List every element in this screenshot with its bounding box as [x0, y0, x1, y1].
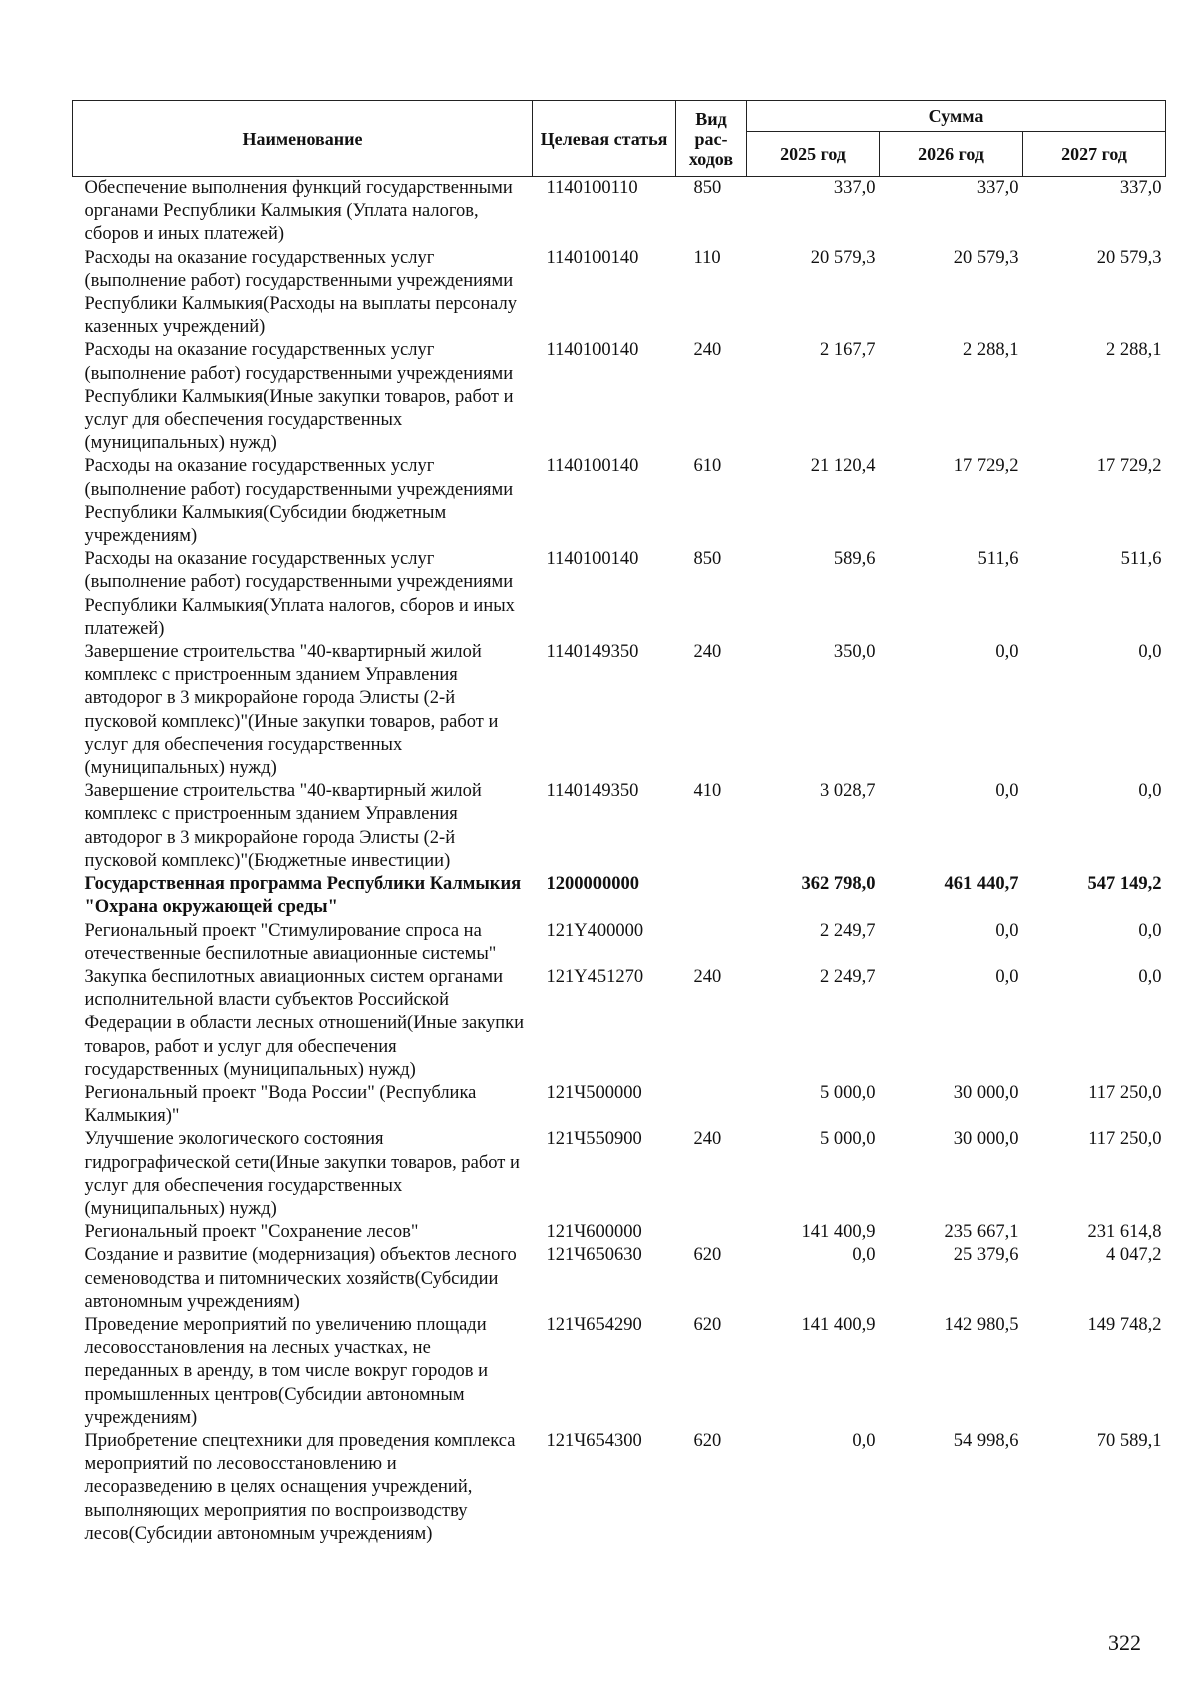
- header-year-2026: 2026 год: [880, 132, 1023, 177]
- table-row: [73, 177, 1166, 247]
- row-sum-2026: 30 000,0: [953, 1129, 1019, 1150]
- row-sum-2027: 17 729,2: [1096, 456, 1162, 477]
- row-sum-2025: 141 400,9: [801, 1222, 876, 1243]
- header-year-2027: 2027 год: [1023, 132, 1166, 177]
- table-body: [73, 177, 1166, 1546]
- row-name: Государственная программа Республики Калмыкия "Охрана окружающей среды": [84, 874, 522, 918]
- row-sum-2025: 2 249,7: [820, 966, 876, 987]
- row-sum-2027: 117 250,0: [1088, 1129, 1162, 1150]
- row-name: Обеспечение выполнения функций государственными органами Республики Калмыкия (Уплата налогов, сборов и иных платежей): [84, 178, 513, 245]
- header-kind: Вид рас-ходов: [676, 101, 747, 177]
- row-sum-2025: 20 579,3: [810, 247, 876, 268]
- row-kind: 240: [693, 340, 722, 361]
- row-code: 1140100140: [546, 247, 639, 268]
- table-row: [73, 780, 1166, 873]
- row-sum-2027: 117 250,0: [1088, 1082, 1162, 1103]
- header-code: Целевая статья: [533, 101, 676, 177]
- row-sum-2025: 3 028,7: [820, 781, 876, 802]
- row-kind: [676, 920, 747, 966]
- row-sum-2026: 20 579,3: [953, 247, 1019, 268]
- row-sum-2027: 2 288,1: [1106, 340, 1162, 361]
- row-sum-2026: 511,6: [977, 549, 1019, 570]
- row-code: 1140149350: [546, 642, 639, 663]
- row-sum-2026: 30 000,0: [953, 1082, 1019, 1103]
- row-name: Создание и развитие (модернизация) объектов лесного семеноводства и питомнических хозяйств(Субсидии автономным учреждениям): [84, 1245, 517, 1312]
- row-sum-2026: 0,0: [995, 966, 1019, 987]
- row-code: 121Ч654290: [546, 1314, 642, 1335]
- row-name: Региональный проект "Сохранение лесов": [84, 1222, 419, 1243]
- row-sum-2026: 461 440,7: [944, 874, 1019, 895]
- row-kind: 240: [693, 966, 722, 987]
- row-sum-2025: 362 798,0: [801, 874, 876, 895]
- row-name: Расходы на оказание государственных услуг (выполнение работ) государственными учреждениями Республики Калмыкия(Иные закупки товаров, работ и услуг для обеспечения государственных (муниципальных) нужд): [84, 340, 514, 454]
- row-sum-2025: 337,0: [833, 178, 876, 198]
- table-row: [73, 1314, 1166, 1430]
- row-name: Приобретение спецтехники для проведения комплекса мероприятий по лесовосстановлению и лесоразведению в целях оснащения учреждений, выполняющих мероприятия по воспроизводству лесов(Субсидии автономным учреждениям): [84, 1430, 516, 1544]
- row-sum-2025: 21 120,4: [810, 456, 876, 477]
- row-sum-2025: 5 000,0: [820, 1129, 876, 1150]
- row-name: Завершение строительства "40-квартирный жилой комплекс с пристроенным зданием Управления автодорог в 3 микрорайоне города Элисты (2-й пусковой комплекс)"(Бюджетные инвестиции): [84, 781, 482, 871]
- table-row: [73, 966, 1166, 1082]
- budget-table: [72, 100, 1166, 1546]
- row-sum-2025: 589,6: [833, 549, 876, 570]
- row-sum-2027: 4 047,2: [1106, 1245, 1162, 1266]
- row-sum-2026: 0,0: [995, 781, 1019, 802]
- row-kind: 850: [693, 549, 722, 570]
- row-name: Региональный проект "Стимулирование спроса на отечественные беспилотные авиационные системы": [84, 920, 497, 964]
- row-sum-2025: 2 249,7: [820, 920, 876, 941]
- row-kind: 620: [693, 1245, 722, 1266]
- row-code: 1200000000: [546, 874, 639, 895]
- table-row: [73, 339, 1166, 455]
- row-sum-2027: 0,0: [1138, 920, 1162, 941]
- row-sum-2026: 54 998,6: [953, 1430, 1019, 1451]
- row-sum-2026: 0,0: [995, 642, 1019, 663]
- page-number: 322: [1108, 1630, 1141, 1655]
- row-kind: 110: [693, 247, 721, 268]
- row-sum-2026: 2 288,1: [963, 340, 1019, 361]
- row-kind: [676, 1082, 747, 1128]
- row-sum-2027: 511,6: [1120, 549, 1162, 570]
- row-kind: 620: [693, 1430, 722, 1451]
- row-code: 121Ч500000: [546, 1082, 642, 1103]
- row-kind: [676, 1221, 747, 1244]
- row-kind: 410: [693, 781, 722, 802]
- row-code: 121Ч550900: [546, 1129, 642, 1150]
- table-row: [73, 1244, 1166, 1314]
- table-row: [73, 641, 1166, 780]
- row-code: 121Y400000: [546, 920, 644, 941]
- row-code: 1140100140: [546, 456, 639, 477]
- row-kind: 240: [693, 642, 722, 663]
- row-sum-2026: 235 667,1: [944, 1222, 1019, 1243]
- row-kind: 850: [693, 178, 722, 198]
- row-sum-2025: 141 400,9: [801, 1314, 876, 1335]
- table-row: [73, 873, 1166, 919]
- row-sum-2027: 70 589,1: [1096, 1430, 1162, 1451]
- row-sum-2027: 149 748,2: [1087, 1314, 1162, 1335]
- row-sum-2025: 2 167,7: [820, 340, 876, 361]
- row-name: Расходы на оказание государственных услуг (выполнение работ) государственными учреждениями Республики Калмыкия(Расходы на выплаты персоналу казенных учреждений): [84, 247, 518, 338]
- row-code: 121Ч600000: [546, 1222, 642, 1243]
- row-name: Завершение строительства "40-квартирный жилой комплекс с пристроенным зданием Управления автодорог в 3 микрорайоне города Элисты (2-й пусковой комплекс)"(Иные закупки товаров, работ и услуг для обеспечения государственных (муниципальных) нужд): [84, 642, 499, 779]
- row-sum-2027: 337,0: [1119, 178, 1162, 198]
- row-kind: 620: [693, 1314, 722, 1335]
- row-sum-2027: 20 579,3: [1096, 247, 1162, 268]
- row-name: Улучшение экологического состояния гидрографической сети(Иные закупки товаров, работ и услуг для обеспечения государственных (муниципальных) нужд): [84, 1129, 520, 1219]
- row-sum-2026: 0,0: [995, 920, 1019, 941]
- row-sum-2027: 0,0: [1138, 781, 1162, 802]
- table-row: [73, 1221, 1166, 1244]
- header-year-2025: 2025 год: [747, 132, 880, 177]
- row-code: 1140100140: [546, 340, 639, 361]
- row-sum-2026: 25 379,6: [953, 1245, 1019, 1266]
- row-sum-2025: 5 000,0: [820, 1082, 876, 1103]
- row-sum-2027: 231 614,8: [1087, 1222, 1162, 1243]
- table-row: [73, 920, 1166, 966]
- row-sum-2027: 0,0: [1138, 966, 1162, 987]
- row-code: 121Y451270: [546, 966, 644, 987]
- row-code: 121Ч650630: [546, 1245, 642, 1266]
- table-row: [73, 1082, 1166, 1128]
- header-sum: Сумма: [747, 101, 1166, 132]
- row-kind: 240: [693, 1129, 722, 1150]
- row-name: Расходы на оказание государственных услуг (выполнение работ) государственными учреждениями Республики Калмыкия(Уплата налогов, сборов и иных платежей): [84, 549, 515, 639]
- row-code: 1140149350: [546, 781, 639, 802]
- row-sum-2025: 350,0: [833, 642, 876, 663]
- row-code: 1140100110: [546, 178, 638, 198]
- row-sum-2027: 547 149,2: [1087, 874, 1162, 895]
- row-name: Закупка беспилотных авиационных систем органами исполнительной власти субъектов Российской Федерации в области лесных отношений(Иные закупки товаров, работ и услуг для обеспечения государственных (муниципальных) нужд): [84, 966, 525, 1080]
- row-sum-2025: 0,0: [852, 1430, 876, 1451]
- row-sum-2026: 17 729,2: [953, 456, 1019, 477]
- row-sum-2025: 0,0: [852, 1245, 876, 1266]
- row-sum-2026: 142 980,5: [944, 1314, 1019, 1335]
- table-row: [73, 247, 1166, 340]
- header-name: Наименование: [73, 101, 533, 177]
- row-name: Проведение мероприятий по увеличению площади лесовосстановления на лесных участках, не переданных в аренду, в том числе вокруг городов и промышленных центров(Субсидии автономным учреждениям): [84, 1314, 489, 1428]
- table-row: [73, 548, 1166, 641]
- table-header: [73, 101, 1166, 177]
- row-kind: 610: [693, 456, 722, 477]
- row-name: Расходы на оказание государственных услуг (выполнение работ) государственными учреждениями Республики Калмыкия(Субсидии бюджетным учреждениям): [84, 456, 514, 547]
- row-sum-2026: 337,0: [976, 178, 1019, 198]
- row-code: 1140100140: [546, 549, 639, 570]
- table-row: [73, 1430, 1166, 1546]
- row-code: 121Ч654300: [546, 1430, 642, 1451]
- row-kind: [676, 873, 747, 919]
- row-sum-2027: 0,0: [1138, 642, 1162, 663]
- table-row: [73, 455, 1166, 548]
- row-name: Региональный проект "Вода России" (Республика Калмыкия)": [84, 1082, 477, 1127]
- table-row: [73, 1128, 1166, 1221]
